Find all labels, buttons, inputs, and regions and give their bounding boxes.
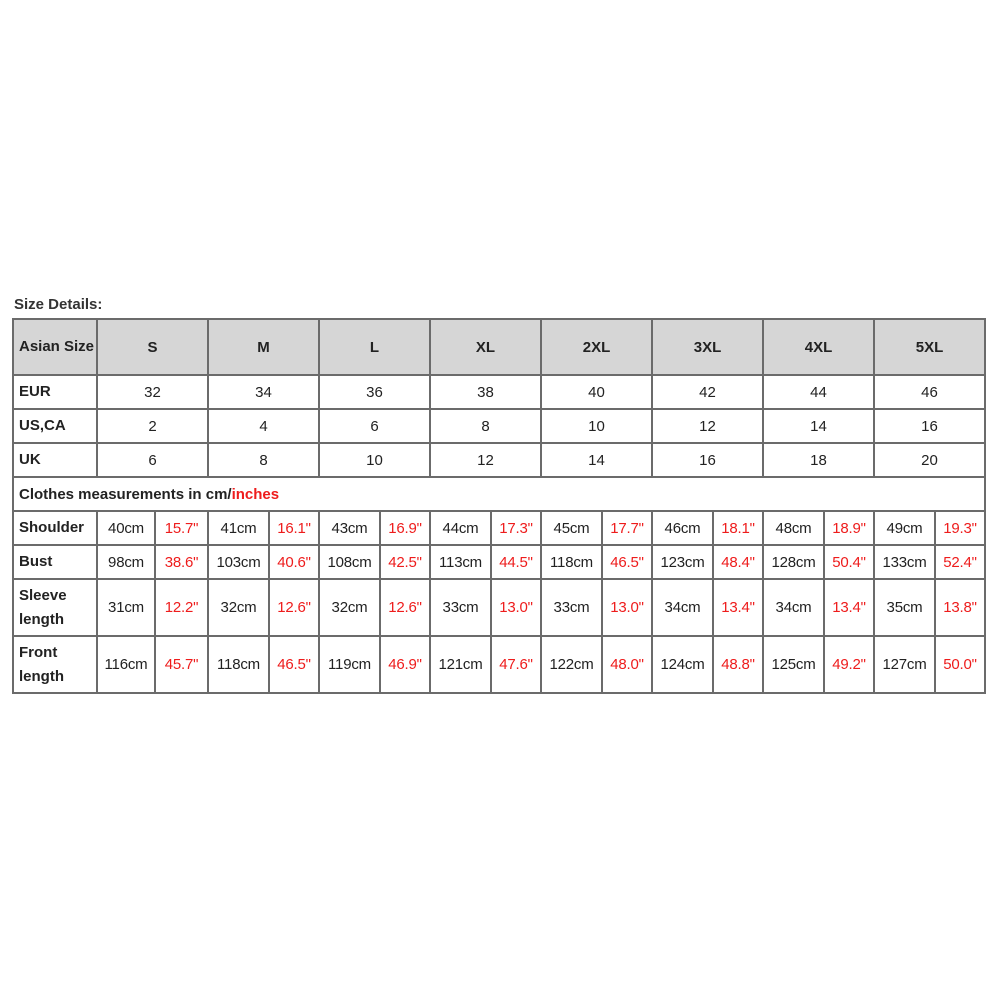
- size-value-cell: 40: [541, 375, 652, 409]
- size-value-cell: 38: [430, 375, 541, 409]
- row-label: US,CA: [13, 409, 97, 443]
- measurement-label: Bust: [13, 545, 97, 579]
- inch-value-cell: 12.6": [269, 579, 319, 636]
- size-value-cell: 6: [319, 409, 430, 443]
- cm-value-cell: 103cm: [208, 545, 269, 579]
- table-row: [13, 443, 985, 477]
- inch-value-cell: 16.1": [269, 511, 319, 545]
- inch-value-cell: 13.4": [824, 579, 874, 636]
- size-header-m: M: [208, 319, 319, 375]
- size-header-l: L: [319, 319, 430, 375]
- inch-value-cell: 13.0": [602, 579, 652, 636]
- cm-value-cell: 123cm: [652, 545, 713, 579]
- size-value-cell: 46: [874, 375, 985, 409]
- header-row: [13, 319, 985, 375]
- inch-value-cell: 48.0": [602, 636, 652, 693]
- size-header-3xl: 3XL: [652, 319, 763, 375]
- table-row: [13, 545, 985, 579]
- size-header-5xl: 5XL: [874, 319, 985, 375]
- inch-value-cell: 42.5": [380, 545, 430, 579]
- size-value-cell: 18: [763, 443, 874, 477]
- table-row: [13, 511, 985, 545]
- cm-value-cell: 34cm: [763, 579, 824, 636]
- size-value-cell: 34: [208, 375, 319, 409]
- size-chart-table: [12, 318, 986, 694]
- inch-value-cell: 38.6": [155, 545, 208, 579]
- size-value-cell: 42: [652, 375, 763, 409]
- size-value-cell: 14: [763, 409, 874, 443]
- inch-value-cell: 17.7": [602, 511, 652, 545]
- table-row: [13, 636, 985, 693]
- cm-value-cell: 116cm: [97, 636, 155, 693]
- section-row: [13, 477, 985, 511]
- inch-value-cell: 12.2": [155, 579, 208, 636]
- section-heading: [13, 477, 985, 511]
- cm-value-cell: 45cm: [541, 511, 602, 545]
- size-value-cell: 12: [652, 409, 763, 443]
- size-value-cell: 44: [763, 375, 874, 409]
- cm-value-cell: 34cm: [652, 579, 713, 636]
- size-value-cell: 8: [208, 443, 319, 477]
- measurement-label: Front length: [13, 636, 97, 693]
- inch-value-cell: 15.7": [155, 511, 208, 545]
- inch-value-cell: 18.9": [824, 511, 874, 545]
- size-header-xl: XL: [430, 319, 541, 375]
- cm-value-cell: 35cm: [874, 579, 935, 636]
- cm-value-cell: 121cm: [430, 636, 491, 693]
- cm-value-cell: 32cm: [208, 579, 269, 636]
- cm-value-cell: 98cm: [97, 545, 155, 579]
- table-row: [13, 375, 985, 409]
- cm-value-cell: 33cm: [430, 579, 491, 636]
- inch-value-cell: 44.5": [491, 545, 541, 579]
- inch-value-cell: 16.9": [380, 511, 430, 545]
- cm-value-cell: 31cm: [97, 579, 155, 636]
- table-title: Size Details:: [14, 296, 103, 313]
- inch-value-cell: 46.5": [602, 545, 652, 579]
- cm-value-cell: 118cm: [208, 636, 269, 693]
- table-row: [13, 409, 985, 443]
- size-value-cell: 16: [652, 443, 763, 477]
- cm-value-cell: 108cm: [319, 545, 380, 579]
- cm-value-cell: 113cm: [430, 545, 491, 579]
- size-value-cell: 4: [208, 409, 319, 443]
- size-value-cell: 36: [319, 375, 430, 409]
- row-label: UK: [13, 443, 97, 477]
- cm-value-cell: 127cm: [874, 636, 935, 693]
- inch-value-cell: 13.0": [491, 579, 541, 636]
- inch-value-cell: 46.9": [380, 636, 430, 693]
- size-header-2xl: 2XL: [541, 319, 652, 375]
- inch-value-cell: 47.6": [491, 636, 541, 693]
- inch-value-cell: 48.4": [713, 545, 763, 579]
- cm-value-cell: 125cm: [763, 636, 824, 693]
- size-value-cell: 12: [430, 443, 541, 477]
- cm-value-cell: 46cm: [652, 511, 713, 545]
- cm-value-cell: 48cm: [763, 511, 824, 545]
- inch-value-cell: 12.6": [380, 579, 430, 636]
- cm-value-cell: 44cm: [430, 511, 491, 545]
- inch-value-cell: 45.7": [155, 636, 208, 693]
- inch-value-cell: 40.6": [269, 545, 319, 579]
- inch-value-cell: 18.1": [713, 511, 763, 545]
- cm-value-cell: 49cm: [874, 511, 935, 545]
- cm-value-cell: 118cm: [541, 545, 602, 579]
- size-value-cell: 20: [874, 443, 985, 477]
- size-header-4xl: 4XL: [763, 319, 874, 375]
- inch-value-cell: 13.8": [935, 579, 985, 636]
- measurement-label: Shoulder: [13, 511, 97, 545]
- size-value-cell: 2: [97, 409, 208, 443]
- cm-value-cell: 33cm: [541, 579, 602, 636]
- section-heading-prefix: Clothes measurements in cm/: [19, 485, 232, 503]
- inch-value-cell: 19.3": [935, 511, 985, 545]
- section-heading-unit: inches: [231, 485, 280, 503]
- inch-value-cell: 52.4": [935, 545, 985, 579]
- inch-value-cell: 13.4": [713, 579, 763, 636]
- inch-value-cell: 17.3": [491, 511, 541, 545]
- cm-value-cell: 133cm: [874, 545, 935, 579]
- cm-value-cell: 32cm: [319, 579, 380, 636]
- cm-value-cell: 122cm: [541, 636, 602, 693]
- cm-value-cell: 119cm: [319, 636, 380, 693]
- cm-value-cell: 43cm: [319, 511, 380, 545]
- inch-value-cell: 50.0": [935, 636, 985, 693]
- measurement-label: Sleeve length: [13, 579, 97, 636]
- inch-value-cell: 48.8": [713, 636, 763, 693]
- cm-value-cell: 41cm: [208, 511, 269, 545]
- cm-value-cell: 128cm: [763, 545, 824, 579]
- size-value-cell: 8: [430, 409, 541, 443]
- size-header-s: S: [97, 319, 208, 375]
- size-value-cell: 32: [97, 375, 208, 409]
- row-label: EUR: [13, 375, 97, 409]
- size-value-cell: 6: [97, 443, 208, 477]
- inch-value-cell: 46.5": [269, 636, 319, 693]
- asian-size-header: Asian Size: [13, 319, 97, 375]
- table-row: [13, 579, 985, 636]
- size-value-cell: 14: [541, 443, 652, 477]
- cm-value-cell: 40cm: [97, 511, 155, 545]
- size-value-cell: 16: [874, 409, 985, 443]
- inch-value-cell: 50.4": [824, 545, 874, 579]
- size-value-cell: 10: [541, 409, 652, 443]
- size-value-cell: 10: [319, 443, 430, 477]
- cm-value-cell: 124cm: [652, 636, 713, 693]
- inch-value-cell: 49.2": [824, 636, 874, 693]
